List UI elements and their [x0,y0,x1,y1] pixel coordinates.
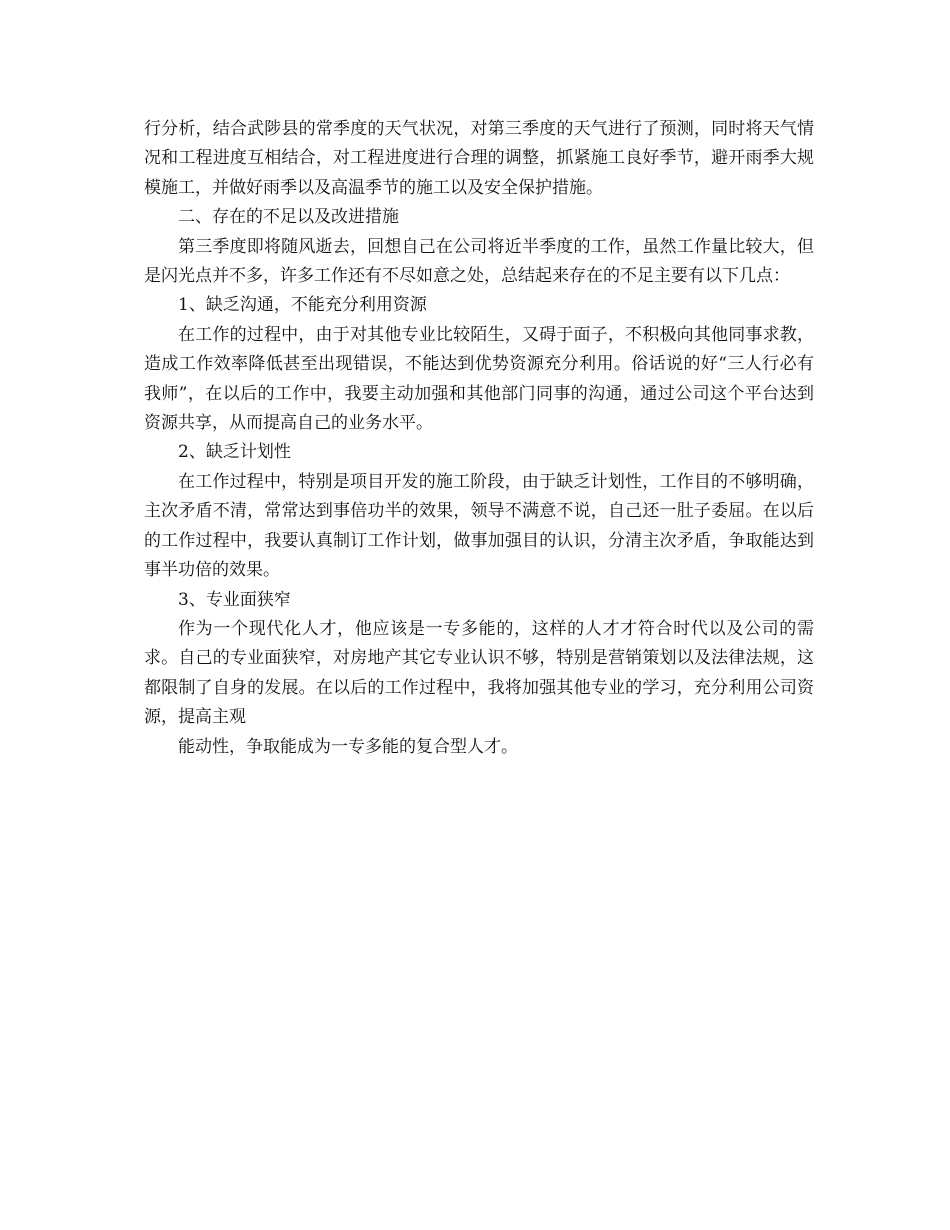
paragraph-narrow-expertise: 作为一个现代化人才，他应该是一专多能的，这样的人才才符合时代以及公司的需求。自己的专业面狭窄，对房地产其它专业认识不够，特别是营销策划以及法律法规，这都限制了自身的发展。在以后的工作过程中，我将加强其他专业的学习，充分利用公司资源，提高主观 [144,618,814,728]
subheading-communication: 1、缺乏沟通，不能充分利用资源 [178,295,427,316]
paragraph-communication: 在工作的过程中，由于对其他专业比较陌生，又碍于面子，不积极向其他同事求教，造成工作效率降低甚至出现错误，不能达到优势资源充分利用。俗话说的好“三人行必有我师”，在以后的工作中，我要主动加强和其他部门同事的沟通，通过公司这个平台达到资源共享，从而提高自己的业务水平。 [144,324,814,434]
subheading-narrow-expertise: 3、专业面狭窄 [178,589,291,610]
section-heading-shortcomings: 二、存在的不足以及改进措施 [178,207,399,228]
subheading-planning: 2、缺乏计划性 [178,442,291,463]
paragraph-weather-planning: 行分析，结合武陟县的常季度的天气状况，对第三季度的天气进行了预测，同时将天气情况和工程进度互相结合，对工程进度进行合理的调整，抓紧施工良好季节，避开雨季大规模施工，并做好雨季以及高温季节的施工以及安全保护措施。 [144,119,814,198]
paragraph-shortcomings-intro: 第三季度即将随风逝去，回想自己在公司将近半季度的工作，虽然工作量比较大，但是闪光点并不多，许多工作还有不尽如意之处，总结起来存在的不足主要有以下几点： [144,236,814,287]
paragraph-planning: 在工作过程中，特别是项目开发的施工阶段，由于缺乏计划性，工作目的不够明确，主次矛盾不清，常常达到事倍功半的效果，领导不满意不说，自己还一肚子委屈。在以后的工作过程中，我要认真制订工作计划，做事加强目的认识，分清主次矛盾，争取能达到事半功倍的效果。 [144,471,814,581]
document-body [144,115,814,762]
paragraph-closing: 能动性，争取能成为一专多能的复合型人才。 [178,736,518,757]
